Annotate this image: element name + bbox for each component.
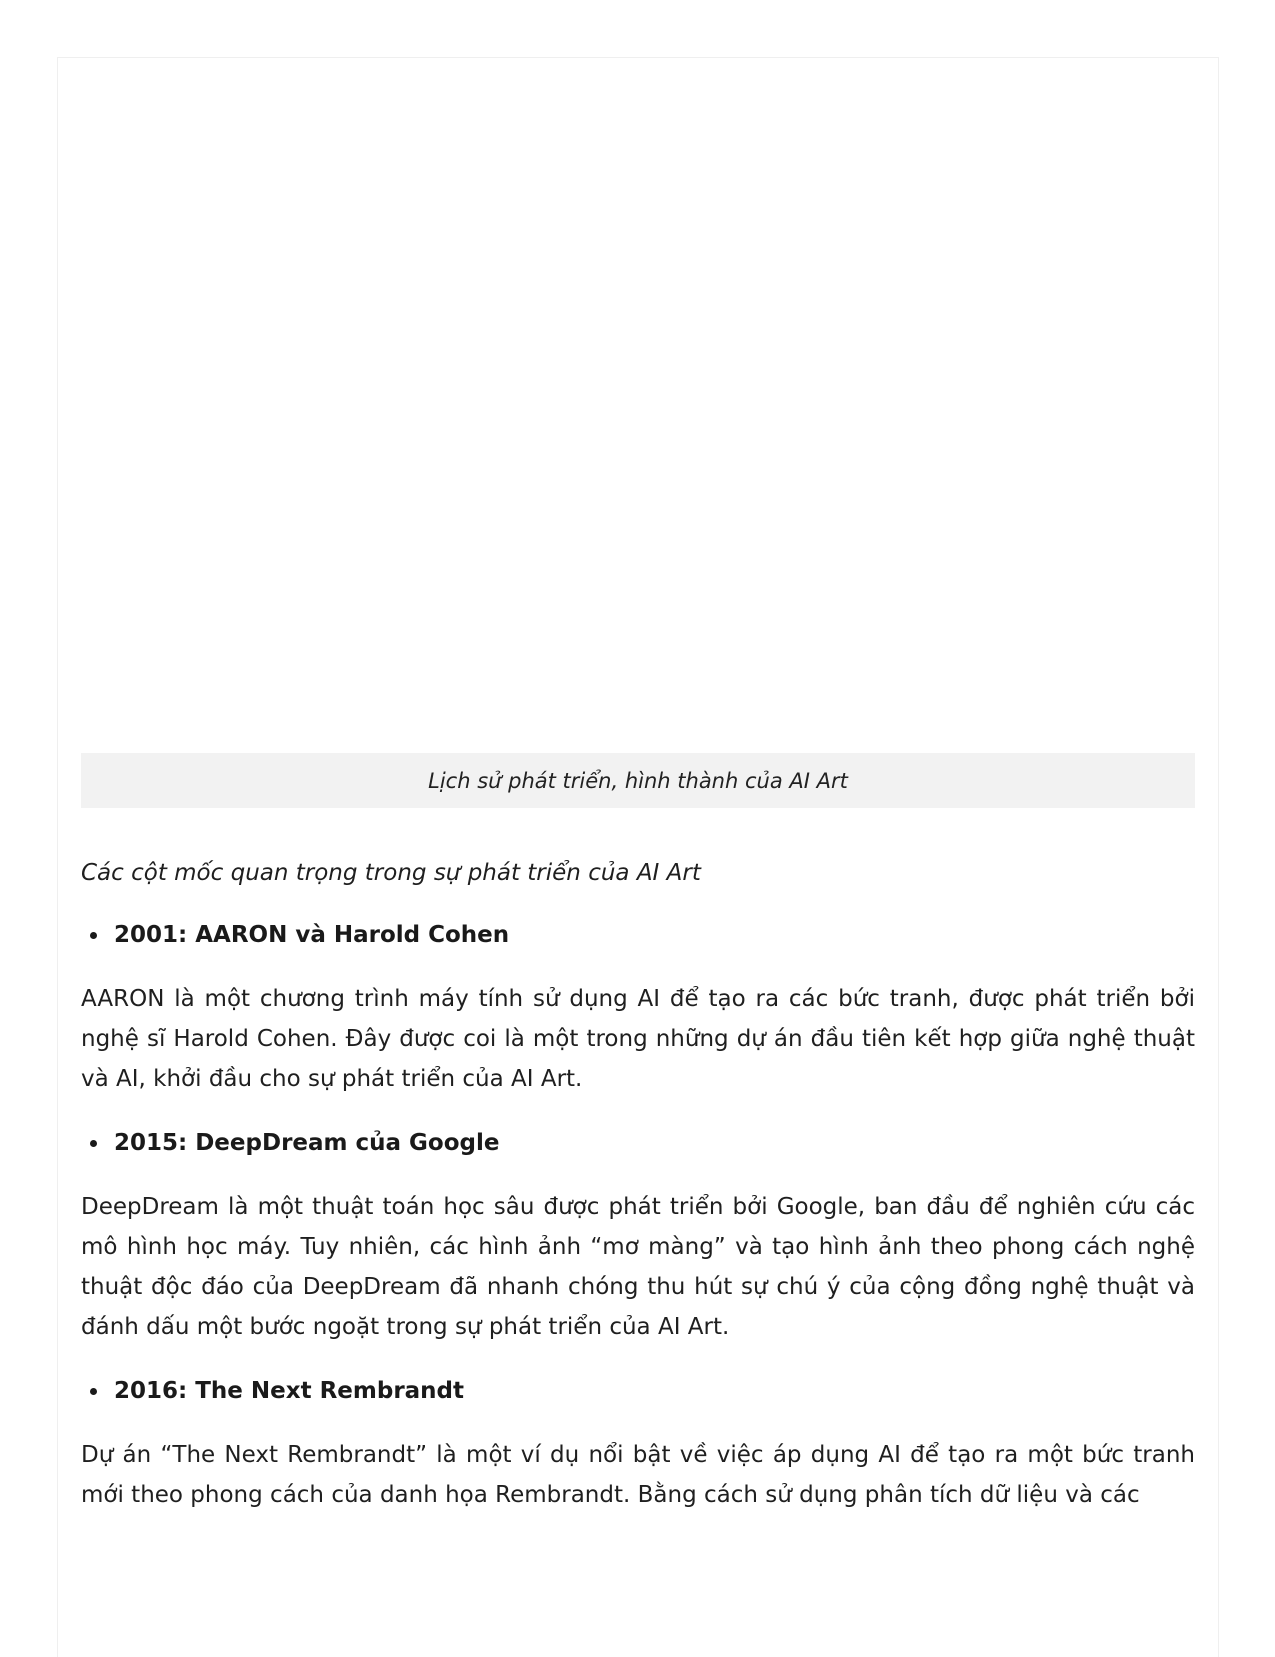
figure-image (81, 80, 1194, 750)
section-intro: Các cột mốc quan trọng trong sự phát triển của AI Art (81, 860, 701, 886)
article-content (81, 855, 1195, 1541)
milestone-title (81, 1373, 1195, 1409)
bullet-icon (90, 932, 97, 939)
milestone-list (81, 1125, 1195, 1161)
bullet-icon (90, 1388, 97, 1395)
milestone-description: Dự án “The Next Rembrandt” là một ví dụ nổi bật về việc áp dụng AI để tạo ra một bức tranh mới theo phong cách của danh họa Rembrandt. Bằng cách sử dụng phân tích dữ liệu và các (81, 1442, 1195, 1508)
milestone-title-text: 2016: The Next Rembrandt (114, 1378, 465, 1404)
milestone-list (81, 917, 1195, 953)
milestone-title-text: 2015: DeepDream của Google (114, 1130, 500, 1156)
milestone-title (81, 917, 1195, 953)
milestone-description: DeepDream là một thuật toán học sâu được phát triển bởi Google, ban đầu để nghiên cứu các mô hình học máy. Tuy nhiên, các hình ảnh “mơ màng” và tạo hình ảnh theo phong cách nghệ thuật độc đáo của DeepDream đã nhanh chóng thu hút sự chú ý của cộng đồng nghệ thuật và đánh dấu một bước ngoặt trong sự phát triển của AI Art. (81, 1194, 1195, 1340)
figure-caption: Lịch sử phát triển, hình thành của AI Art (81, 753, 1195, 808)
milestone-title-text: 2001: AARON và Harold Cohen (114, 922, 510, 948)
bullet-icon (90, 1140, 97, 1147)
milestone-title (81, 1125, 1195, 1161)
milestone-list (81, 1373, 1195, 1409)
milestone-description: AARON là một chương trình máy tính sử dụng AI để tạo ra các bức tranh, được phát triển bởi nghệ sĩ Harold Cohen. Đây được coi là một trong những dự án đầu tiên kết hợp giữa nghệ thuật và AI, khởi đầu cho sự phát triển của AI Art. (81, 986, 1195, 1092)
